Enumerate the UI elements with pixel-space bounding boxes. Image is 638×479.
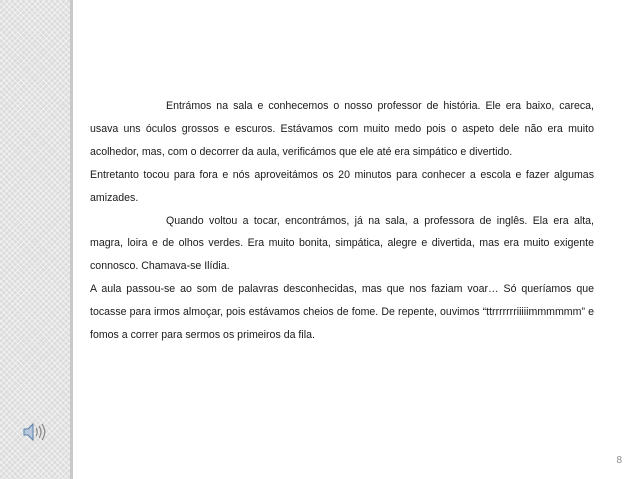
page-number: 8 <box>616 455 622 466</box>
paragraph-1: Entrámos na sala e conhecemos o nosso professor de história. Ele era baixo, careca, usava uns óculos grossos e escuros. Estávamos com muito medo pois o aspeto dele não era muito acolhedor, mas, com o decorrer da aula, verificámos que ele até era simpático e divertido. <box>90 100 594 158</box>
document-body <box>90 95 594 347</box>
paragraph-2: Entretanto tocou para fora e nós aproveitámos os 20 minutos para conhecer a escola e fazer algumas amizades. <box>90 168 594 204</box>
speaker-icon[interactable] <box>22 421 48 443</box>
side-divider <box>70 0 73 479</box>
side-panel <box>0 0 70 479</box>
paragraph-4: A aula passou-se ao som de palavras desconhecidas, mas que nos faziam voar… Só queríamos que tocasse para irmos almoçar, pois estávamos cheios de fome. De repente, ouvimos “ttrrrrrrriiiiimmmmmm” e fomos a correr para sermos os primeiros da fila. <box>90 283 594 342</box>
paragraph-3: Quando voltou a tocar, encontrámos, já na sala, a professora de inglês. Ela era alta, magra, loira e de olhos verdes. Era muito bonita, simpática, alegre e divertida, mas era muito exigente connosco. Chamava-se Ilídia. <box>90 214 594 273</box>
